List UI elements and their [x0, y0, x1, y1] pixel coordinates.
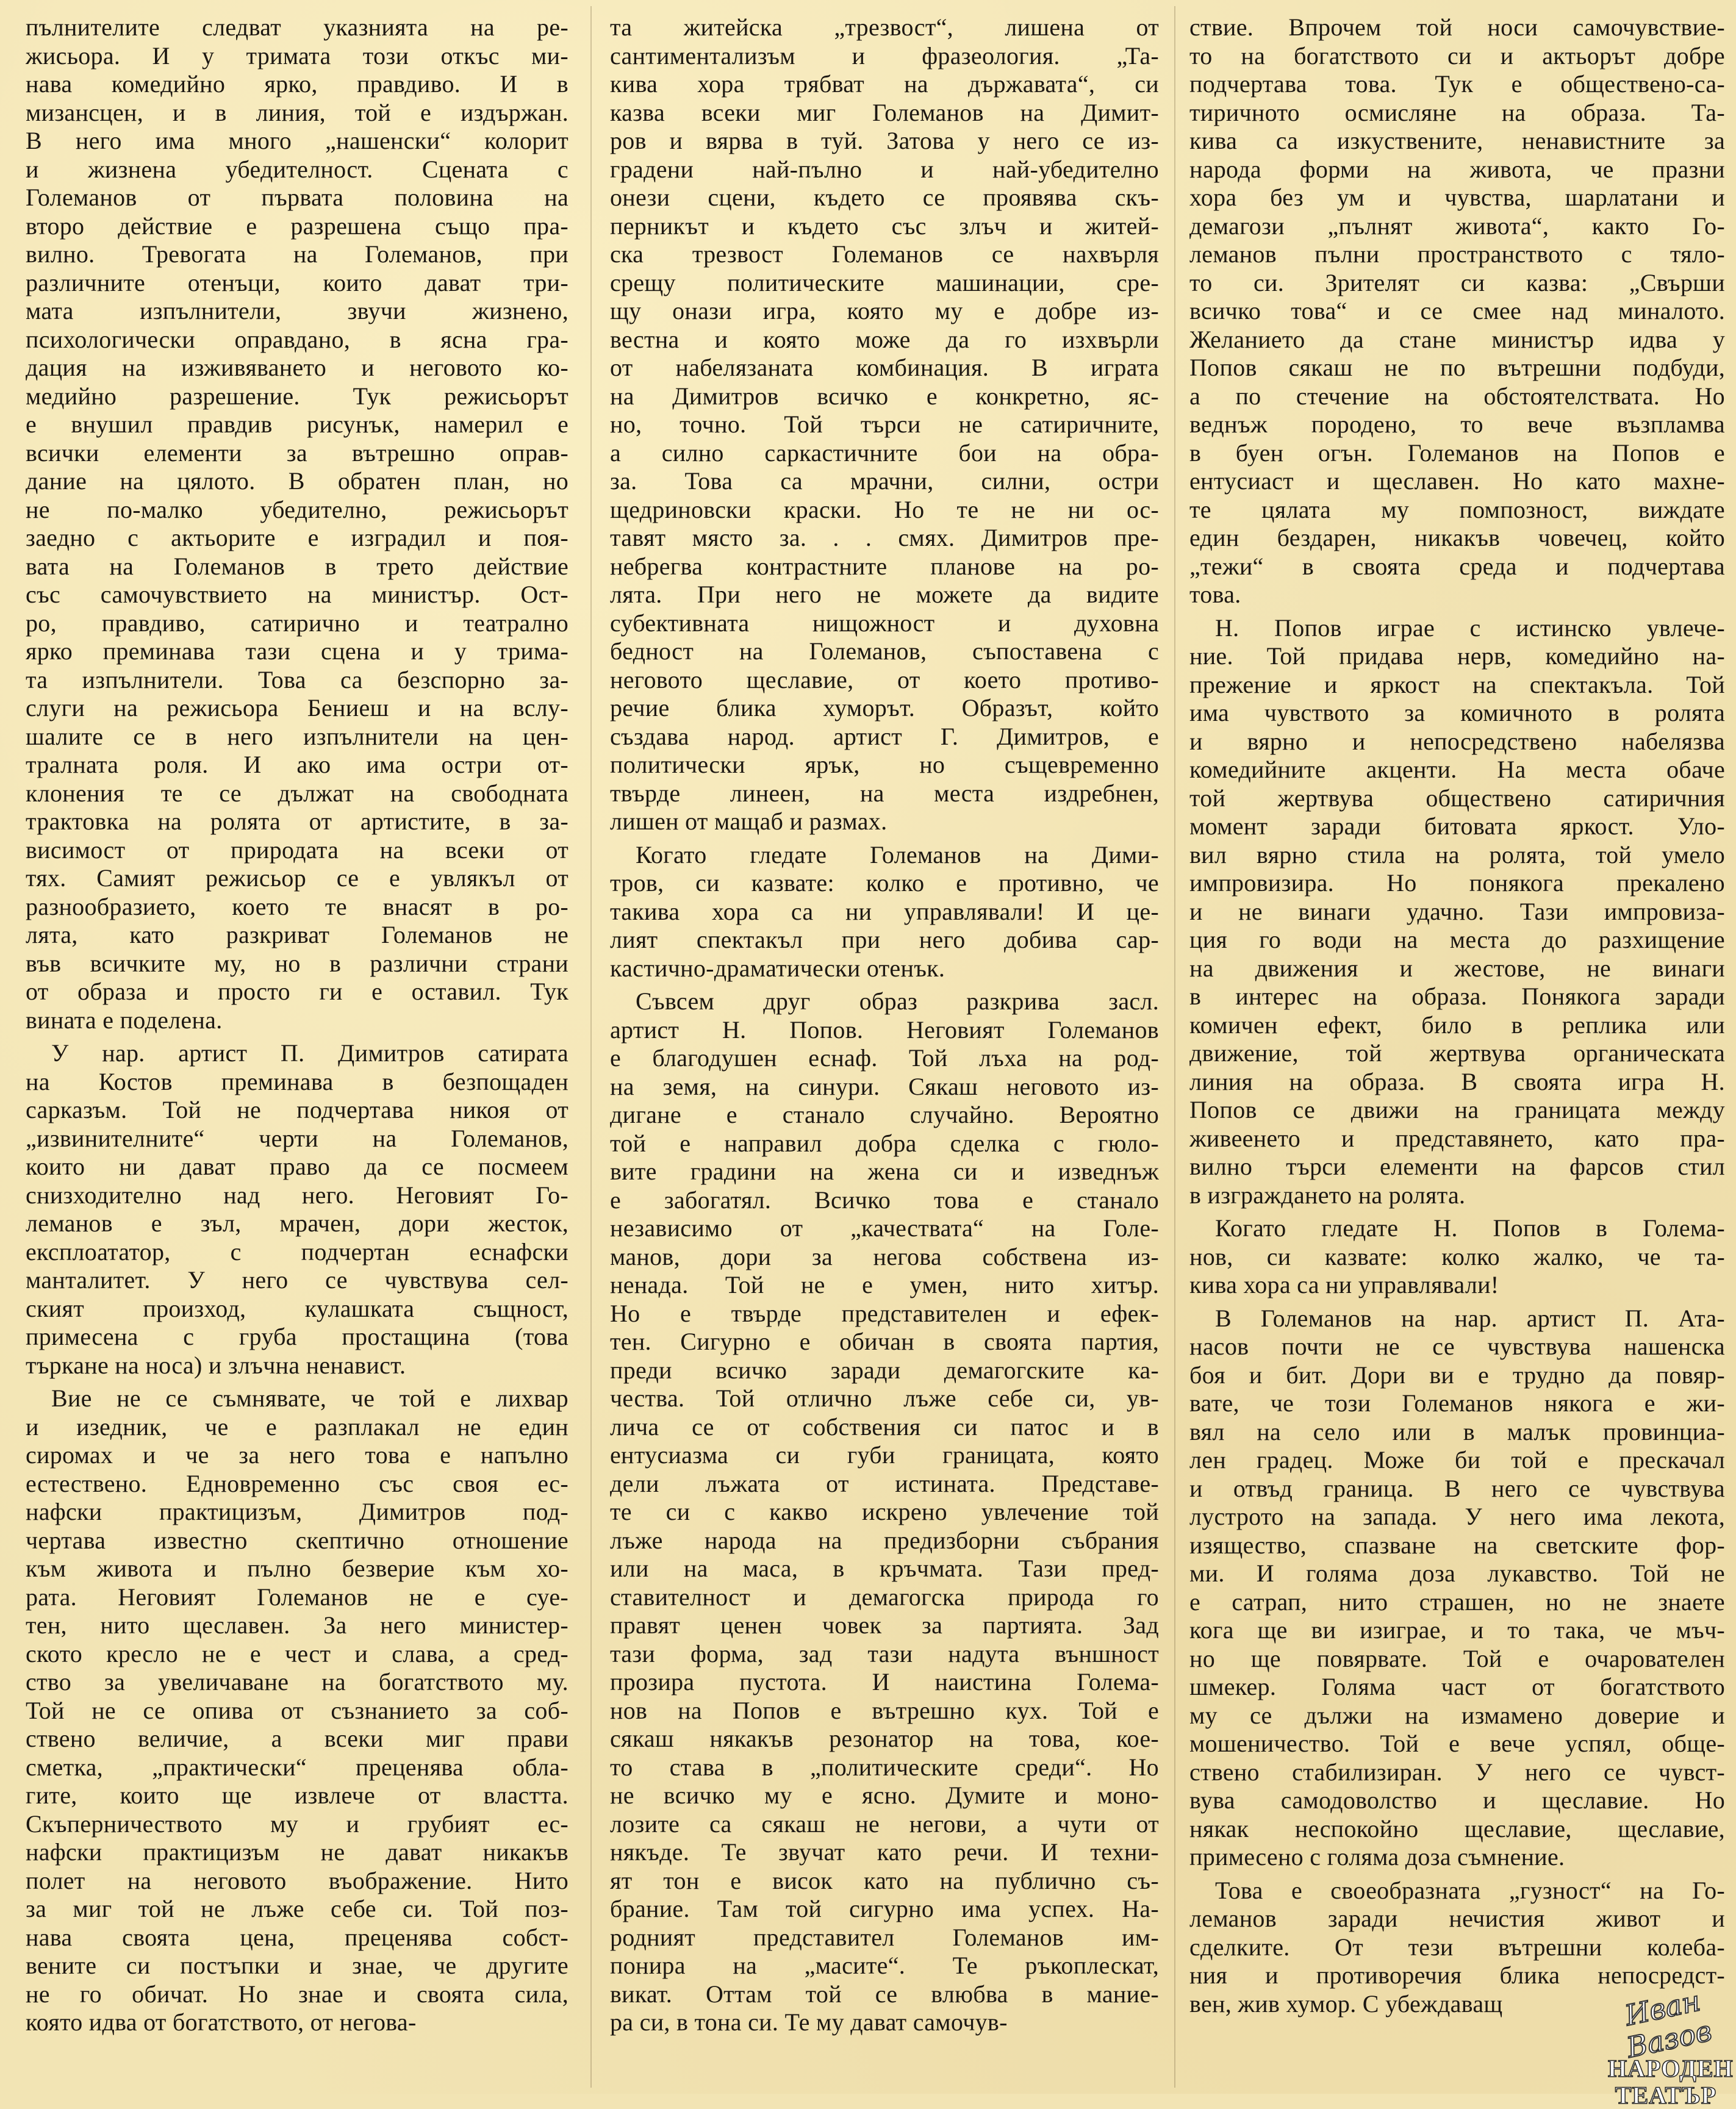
text-line: дели лъжата от истината. Представе-: [610, 1469, 1159, 1497]
text-line: полет на неговото въображение. Нито: [26, 1866, 569, 1894]
text-line: вилно търси елементи на фарсов стил: [1189, 1153, 1725, 1180]
text-line: градени най-пълно и най-убедително: [610, 155, 1159, 183]
text-line: кива хора трябват на държавата“, си: [610, 70, 1159, 98]
text-line: някак неспокойно щеславие, щеславие,: [1189, 1814, 1725, 1842]
paragraph: [26, 13, 569, 1034]
text-line: за. Това са мрачни, силни, остри: [610, 467, 1159, 495]
text-line: лустрото на запада. У него има лекота,: [1189, 1503, 1725, 1530]
text-line: нафски практицизъм, Димитров под-: [26, 1498, 569, 1525]
text-line: експлоататор, с подчертан еснафски: [26, 1237, 569, 1266]
text-line: манов, дори за негова собствена из-: [610, 1242, 1159, 1270]
text-line: рата. Неговият Големанов не е суе-: [26, 1583, 569, 1611]
text-line: ция го води на места до разхищение: [1189, 926, 1725, 953]
text-line: разнообразието, което те внасят в ро-: [26, 892, 569, 920]
text-line: неговото щеславие, от което противо-: [610, 665, 1159, 693]
text-line: на Димитров всичко е конкретно, яс-: [610, 382, 1159, 410]
text-line: вилно. Тревогата на Големанов, при: [26, 240, 569, 268]
text-line: на движения и жестове, не винаги: [1189, 954, 1725, 982]
text-line: но, точно. Той търси не сатиричните,: [610, 410, 1159, 438]
text-line: тен, нито щеславен. За него министер-: [26, 1611, 569, 1639]
text-line: кива са изкуствените, ненавистните за: [1189, 127, 1725, 154]
text-line: Попов сякаш не по вътрешни подбуди,: [1189, 354, 1725, 381]
text-line: тавят място за. . . смях. Димитров пре-: [610, 524, 1159, 551]
text-line: вува самодоволство и щеславие. Но: [1189, 1786, 1725, 1814]
text-line: срещу политическите машинации, сре-: [610, 268, 1159, 296]
paragraph: [1189, 1214, 1725, 1300]
text-line: ят тон е висок като на публично съ-: [610, 1866, 1159, 1894]
text-line: „тежи“ в своята среда и подчертава: [1189, 552, 1725, 580]
text-line: лен градец. Може би той е прескачал: [1189, 1446, 1725, 1473]
text-line: дация на изживяването и неговото ко-: [26, 354, 569, 381]
text-line: снизходително над него. Неговият Го-: [26, 1181, 569, 1209]
text-line: ствено стабилизиран. У него се чувст-: [1189, 1758, 1725, 1786]
text-line: сантиментализъм и фразеология. „Та-: [610, 41, 1159, 70]
text-line: сарказъм. Той не подчертава никоя от: [26, 1096, 569, 1123]
text-line: импровизира. Но понякога прекалено: [1189, 869, 1725, 897]
text-line: леманов е зъл, мрачен, дори жесток,: [26, 1209, 569, 1237]
text-line: правят ценен човек за партията. Зад: [610, 1611, 1159, 1639]
text-line: не го обичат. Но знае и своята сила,: [26, 1980, 569, 2008]
text-line: те цялата му помпозност, виждате: [1189, 495, 1725, 523]
text-line: ми. И голяма доза лукавство. Той не: [1189, 1559, 1725, 1587]
text-line: сиромах и че за него това е напълно: [26, 1441, 569, 1469]
text-line: сделките. От тези вътрешни колеба-: [1189, 1933, 1725, 1961]
article-column-3: [1189, 13, 1725, 2023]
text-line: живеенето и представянето, като пра-: [1189, 1124, 1725, 1152]
text-line: на Костов преминава в безпощаден: [26, 1067, 569, 1095]
text-line: кога ще ви изиграе, и то така, че мъч-: [1189, 1616, 1725, 1644]
text-line: със самочувствието на министър. Ост-: [26, 581, 569, 608]
text-line: ярко преминава тази сцена и у трима-: [26, 637, 569, 665]
text-line: тров, си казвате: колко е противно, че: [610, 869, 1159, 897]
text-line: чества. Той отлично лъже себе си, ув-: [610, 1384, 1159, 1412]
text-line: мата изпълнители, звучи жизнено,: [26, 297, 569, 324]
text-line: която идва от богатството, от негова-: [26, 2008, 417, 2036]
paragraph: [610, 13, 1159, 836]
text-line: манталитет. У него се чувствува сел-: [26, 1266, 569, 1294]
text-line: щу онази игра, която му е добре из-: [610, 297, 1159, 324]
text-line: В Големанов на нар. артист П. Ата-: [1215, 1304, 1725, 1332]
text-line: той жертвува обществено сатиричния: [1189, 784, 1725, 812]
text-line: движение, той жертвува органическата: [1189, 1039, 1725, 1067]
text-line: сметка, „практически“ преценява обла-: [26, 1753, 569, 1781]
text-line: естествено. Едновременно със своя ес-: [26, 1469, 569, 1497]
text-line: онези сцени, където се проявява скъ-: [610, 184, 1159, 211]
text-line: Н. Попов играе с истинско увлече-: [1215, 614, 1725, 642]
text-line: ра си, в тона си. Те му дават самочув-: [610, 2008, 1008, 2036]
text-line: ствено величие, а всеки миг прави: [26, 1725, 569, 1752]
text-line: е внушил правдив рисунък, намерил е: [26, 410, 569, 438]
text-line: то си. Зрителят си казва: „Свърши: [1189, 268, 1725, 296]
text-line: и не винаги удачно. Тази импровиза-: [1189, 897, 1725, 925]
national-theatre-logo: [1608, 1984, 1734, 2109]
text-line: Големанов от първата половина на: [26, 184, 569, 211]
text-line: субективната нищожност и духовна: [610, 609, 1159, 637]
text-line: та житейска „трезвост“, лишена от: [610, 13, 1159, 41]
text-line: линия на образа. В своята игра Н.: [1189, 1067, 1725, 1095]
text-line: нава комедийно ярко, правдиво. И в: [26, 70, 569, 98]
text-line: тралната роля. И ако има остри от-: [26, 751, 569, 778]
text-line: ние. Той придава нерв, комедийно на-: [1189, 642, 1725, 670]
text-line: всичко това“ и се смее над миналото.: [1189, 297, 1725, 324]
text-line: Когато гледате Н. Попов в Голема-: [1215, 1214, 1725, 1242]
text-line: Когато гледате Големанов на Дими-: [636, 840, 1159, 868]
text-line: е забогатял. Всичко това е станало: [610, 1186, 1159, 1214]
text-line: независимо от „качествата“ на Голе-: [610, 1214, 1159, 1242]
article-column-2: [610, 13, 1159, 2042]
column-divider: [1174, 6, 1175, 2088]
text-line: те си с какво искрено увлечение той: [610, 1498, 1159, 1525]
text-line: е благодушен еснаф. Той лъха на род-: [610, 1044, 1159, 1072]
text-line: тях. Самият режисьор се е увлякъл от: [26, 864, 569, 892]
text-line: Съвсем друг образ разкрива засл.: [636, 987, 1159, 1015]
text-line: жисьора. И у тримата този откъс ми-: [26, 41, 569, 70]
text-line: клонения те се дължат на свободната: [26, 779, 569, 807]
text-line: във всичките му, но в различни страни: [26, 949, 569, 977]
text-line: тен. Сигурно е обичан в своята партия,: [610, 1328, 1159, 1355]
paragraph: [1189, 13, 1725, 609]
text-line: ствие. Впрочем той носи самочувствие-: [1189, 13, 1725, 41]
text-line: бедност на Големанов, съпоставена с: [610, 637, 1159, 665]
text-line: вате, че този Големанов някога е жи-: [1189, 1389, 1725, 1417]
text-line: народа форми на живота, че празни: [1189, 155, 1725, 183]
text-line: лият спектакъл при него добива сар-: [610, 926, 1159, 953]
text-line: леманов заради нечистия живот и: [1189, 1905, 1725, 1932]
text-line: такива хора са ни управлявали! И це-: [610, 897, 1159, 925]
text-line: той е направил добра сделка с гюло-: [610, 1129, 1159, 1157]
text-line: в изграждането на ролята.: [1189, 1181, 1466, 1209]
text-line: ентусиаст и щеславен. Но като махне-: [1189, 467, 1725, 495]
text-line: вестна и която може да го изхвърли: [610, 325, 1159, 353]
text-line: вял на село или в малък провинциа-: [1189, 1417, 1725, 1445]
text-line: създава народ. артист Г. Димитров, е: [610, 722, 1159, 750]
text-line: прежение и яркост на спектакъла. Той: [1189, 670, 1725, 698]
text-line: или на маса, в кръчмата. Тази пред-: [610, 1555, 1159, 1582]
text-line: за миг той не лъже себе си. Той поз-: [26, 1895, 569, 1922]
text-line: боя и бит. Дори ви е трудно да повяр-: [1189, 1361, 1725, 1389]
text-line: всички елементи за вътрешно оправ-: [26, 439, 569, 467]
text-line: лишен от мащаб и размах.: [610, 807, 888, 835]
text-line: психологически оправдано, в ясна гра-: [26, 325, 569, 353]
text-line: лича се от собствения си патос и в: [610, 1413, 1159, 1441]
text-line: лята. При него не можете да видите: [610, 581, 1159, 608]
text-line: вината е поделена.: [26, 1006, 223, 1034]
text-line: преди всичко заради демагогските ка-: [610, 1356, 1159, 1384]
text-line: но ще повярвате. Той е очарователен: [1189, 1644, 1725, 1672]
text-line: примесено с голяма доза съмнение.: [1189, 1843, 1565, 1871]
logo-signature: Иван Вазов: [1622, 1984, 1715, 2064]
text-line: трактовка на ролята от артистите, в за-: [26, 807, 569, 835]
text-line: и вярно и непосредствено набелязва: [1189, 727, 1725, 755]
paragraph: [26, 1039, 569, 1380]
text-line: в интерес на образа. Понякога заради: [1189, 983, 1725, 1010]
text-line: нов на Попов е вътрешно кух. Той е: [610, 1696, 1159, 1724]
text-line: които ни дават право да се посмеем: [26, 1153, 569, 1180]
text-line: ров и вярва в туй. Затова у него се из-: [610, 127, 1159, 154]
text-line: лъже народа на предизборни събрания: [610, 1526, 1159, 1554]
text-line: от образа и просто ги е оставил. Тук: [26, 978, 569, 1005]
text-line: търкане на носа) и злъчна ненавист.: [26, 1351, 406, 1379]
column-divider: [590, 6, 592, 2088]
text-line: към живота и пълно безверие към хо-: [26, 1555, 569, 1582]
text-line: леманов пълни пространството с тяло-: [1189, 240, 1725, 268]
text-line: то става в „политическите среди“. Но: [610, 1753, 1159, 1781]
text-line: ненада. Той не е умен, нито хитър.: [610, 1271, 1159, 1298]
text-line: Вие не се съмнявате, че той е лихвар: [51, 1384, 569, 1412]
text-line: Това е своеобразната „гузност“ на Го-: [1215, 1876, 1725, 1904]
text-line: насов почти не се чувствува нашенска: [1189, 1333, 1725, 1360]
text-line: ставителност и демагогска природа го: [610, 1583, 1159, 1611]
text-line: викат. Оттам той се влюбва в маниe-: [610, 1980, 1159, 2008]
text-line: нафски практицизъм не дават никакъв: [26, 1838, 569, 1866]
text-line: Скъперничеството му и грубият ес-: [26, 1810, 569, 1838]
text-line: твърде линеен, на места издребнен,: [610, 779, 1159, 807]
text-line: то на богатството си и актьорът добре: [1189, 41, 1725, 70]
text-line: Попов се движи на границата между: [1189, 1096, 1725, 1123]
text-line: ентусиазма си губи границата, която: [610, 1441, 1159, 1469]
text-line: мошеничество. Той е вече успял, обще-: [1189, 1730, 1725, 1757]
text-line: ският произход, кулашката същност,: [26, 1294, 569, 1322]
text-line: не по-малко убедително, режисьорът: [26, 495, 569, 523]
text-line: кива хора са ни управлявали!: [1189, 1271, 1499, 1298]
text-line: веднъж породено, то вече възпламва: [1189, 410, 1725, 438]
text-line: Но е твърде представителен и ефек-: [610, 1299, 1159, 1327]
text-line: момент заради битовата яркост. Уло-: [1189, 812, 1725, 840]
text-line: на земя, на синури. Сякаш неговото из-: [610, 1072, 1159, 1100]
text-line: от набелязаната комбинация. В играта: [610, 354, 1159, 381]
paragraph: [1189, 1305, 1725, 1872]
text-line: та изпълнители. Това са безспорно за-: [26, 665, 569, 693]
text-line: шалите се в него изпълнители на цен-: [26, 722, 569, 750]
text-line: казва всеки миг Големанов на Димит-: [610, 98, 1159, 126]
text-line: перникът и където със злъч и житей-: [610, 212, 1159, 240]
text-line: висимост от природата на всеки от: [26, 836, 569, 864]
text-line: понира на „масите“. Те ръкоплескат,: [610, 1952, 1159, 1979]
text-line: шмекер. Голяма част от богатството: [1189, 1673, 1725, 1700]
text-line: гите, които ще извлече от властта.: [26, 1781, 569, 1809]
text-line: комичен ефект, било в реплика или: [1189, 1011, 1725, 1039]
text-line: вените си постъпки и знае, че другите: [26, 1952, 569, 1979]
text-line: в буен огън. Големанов на Попов е: [1189, 439, 1725, 467]
text-line: кастично-драматически отенък.: [610, 954, 945, 982]
text-line: речие блика хуморът. Образът, който: [610, 694, 1159, 722]
text-line: пълнителите следват указнията на ре-: [26, 13, 569, 41]
text-line: дигане е станало случайно. Вероятно: [610, 1101, 1159, 1128]
text-line: мизансцен, и в линия, той е издържан.: [26, 98, 569, 126]
text-line: а силно саркастичните бои на обра-: [610, 439, 1159, 467]
text-line: ство за увеличаване на богатството му.: [26, 1668, 569, 1695]
text-line: В него има много „нашенски“ колорит: [26, 127, 569, 154]
text-line: и жизнена убедителност. Сцената с: [26, 155, 569, 183]
text-line: прозира пустота. И наистина Голема-: [610, 1668, 1159, 1695]
text-line: и изедник, че е разплакал не един: [26, 1413, 569, 1441]
text-line: нава своята цена, преценява собст-: [26, 1923, 569, 1951]
text-line: политически ярък, но същевременно: [610, 751, 1159, 778]
text-line: лозите са сякаш не негови, а чути от: [610, 1810, 1159, 1838]
text-line: вен, жив хумор. С убеждаващ: [1189, 1989, 1503, 2018]
text-line: ска трезвост Големанов се нахвърля: [610, 240, 1159, 268]
text-line: Той не се опива от съзнанието за соб-: [26, 1696, 569, 1724]
text-line: подчертава това. Тук е обществено-са-: [1189, 70, 1725, 98]
text-line: „извинителните“ черти на Големанов,: [26, 1124, 569, 1152]
text-line: нов, си казвате: колко жалко, че та-: [1189, 1242, 1725, 1270]
logo-text-line1: НАРОДЕН: [1608, 2055, 1734, 2082]
text-line: демагози „пълнят живота“, както Го-: [1189, 212, 1725, 240]
text-line: небрегва контрастните планове на ро-: [610, 552, 1159, 580]
article-column-1: [26, 13, 569, 2042]
text-line: щедриновски краски. Но те не ни ос-: [610, 495, 1159, 523]
text-line: някъде. Те звучат като речи. И техни-: [610, 1838, 1159, 1866]
text-line: а по стечение на обстоятелствата. Но: [1189, 382, 1725, 410]
text-line: един бездарен, никакъв човечец, който: [1189, 524, 1725, 551]
text-line: тази форма, зад тази надута външност: [610, 1639, 1159, 1667]
text-line: слуги на режисьора Бениеш и на вслу-: [26, 694, 569, 722]
text-line: вите градини на жена си и изведнъж: [610, 1158, 1159, 1185]
text-line: заедно с актьорите е изградил и поя-: [26, 524, 569, 551]
text-line: е сатрап, нито страшен, но не знаете: [1189, 1588, 1725, 1616]
text-line: изящество, спазване на светските фор-: [1189, 1531, 1725, 1559]
text-line: родният представител Големанов им-: [610, 1923, 1159, 1951]
text-line: лята, като разкриват Големанов не: [26, 921, 569, 948]
text-line: чертава известно скептично отношение: [26, 1526, 569, 1554]
paragraph: [26, 1384, 569, 2037]
text-line: ското кресло не е чест и слава, а сред-: [26, 1639, 569, 1667]
text-line: У нар. артист П. Димитров сатирата: [51, 1039, 569, 1067]
paragraph: [1189, 614, 1725, 1210]
text-line: хора без ум и чувства, шарлатани и: [1189, 184, 1725, 211]
logo-text-line2: ТЕАТЪР: [1615, 2082, 1717, 2109]
text-line: примесена с груба простащина (това: [26, 1323, 569, 1350]
text-line: Желанието да стане министър идва у: [1189, 325, 1725, 353]
text-line: не всичко му е ясно. Думите и моно-: [610, 1781, 1159, 1809]
text-line: ния и противоречия блика непосредст-: [1189, 1961, 1725, 1989]
text-line: тиричното осмисляне на образа. Та-: [1189, 98, 1725, 126]
text-line: и отвъд граница. В него се чувствува: [1189, 1474, 1725, 1502]
text-line: това.: [1189, 581, 1241, 608]
text-line: медийно разрешение. Тук режисьорът: [26, 382, 569, 410]
text-line: различните отенъци, които дават три-: [26, 268, 569, 296]
text-line: има чувството за комичното в ролята: [1189, 699, 1725, 726]
text-line: артист Н. Попов. Неговият Големанов: [610, 1015, 1159, 1044]
text-line: второ действие е разрешена също пра-: [26, 212, 569, 240]
text-line: брание. Там той сигурно има успех. На-: [610, 1895, 1159, 1922]
paragraph: [610, 987, 1159, 2037]
text-line: вата на Големанов в трето действие: [26, 552, 569, 580]
text-line: комедийните акценти. На места обаче: [1189, 756, 1725, 783]
text-line: сякаш някакъв резонатор на това, кое-: [610, 1725, 1159, 1752]
paragraph: [610, 841, 1159, 983]
text-line: му се дължи на измамено доверие и: [1189, 1701, 1725, 1729]
text-line: ро, правдиво, сатирично и театрално: [26, 609, 569, 637]
text-line: вил вярно стила на ролята, той умело: [1189, 840, 1725, 868]
text-line: дание на цялото. В обратен план, но: [26, 467, 569, 495]
